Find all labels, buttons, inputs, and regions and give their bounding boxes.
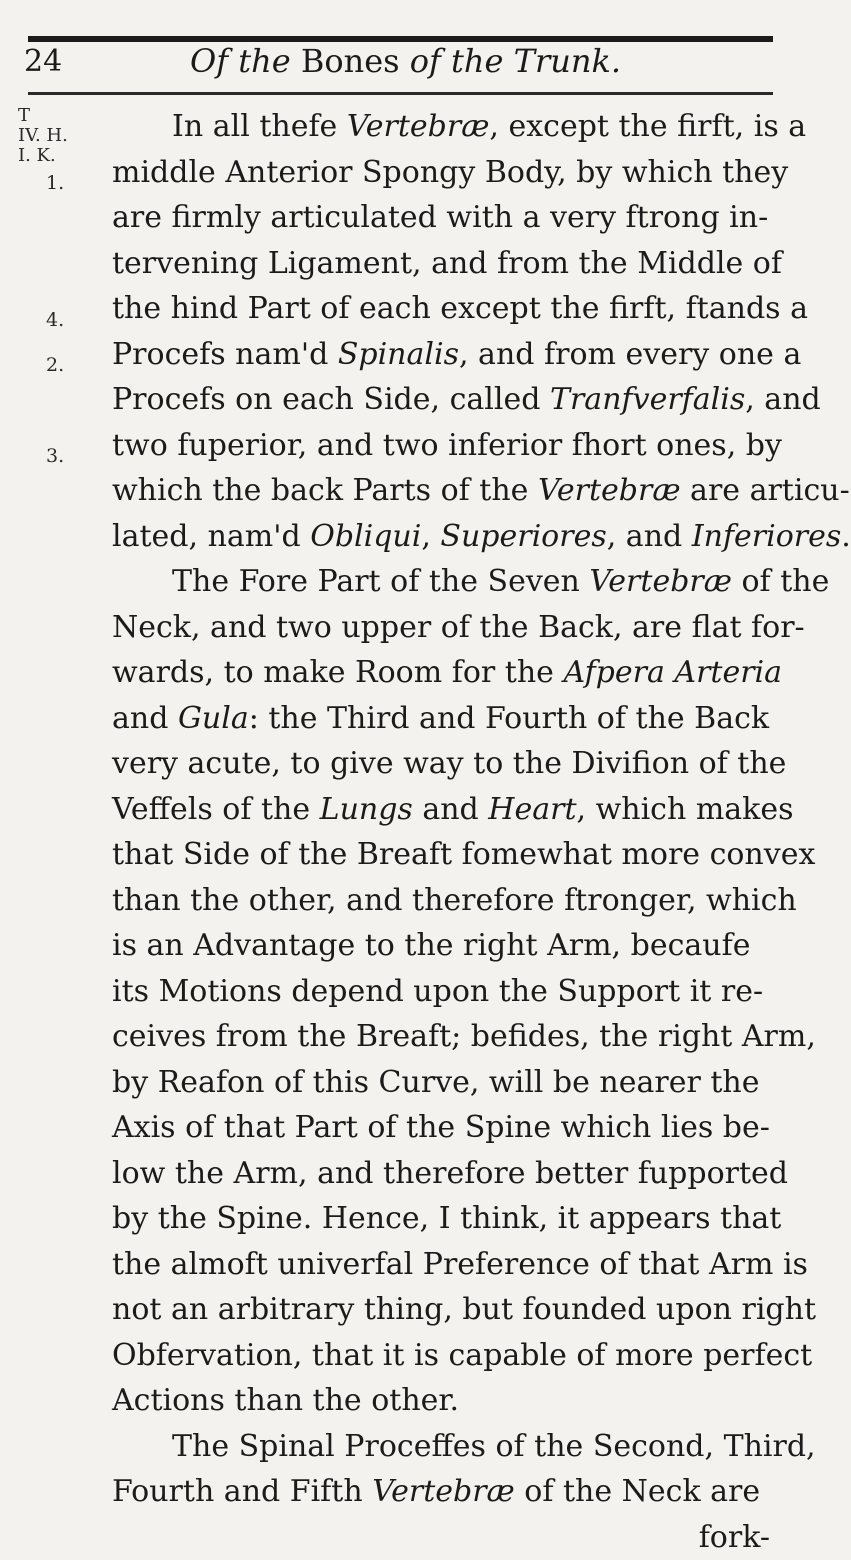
text-line: middle Anterior Spongy Body, by which they (112, 150, 784, 196)
text-line: Fourth and Fifth Vertebræ of the Neck are (112, 1469, 784, 1515)
margin-reference (18, 106, 68, 165)
text-line: than the other, and therefore ftronger, which (112, 878, 784, 924)
text-line: and Gula: the Third and Fourth of the Back (112, 696, 784, 742)
text-line: two fuperior, and two inferior fhort ones, by (112, 423, 784, 469)
margin-number: 3. (46, 445, 64, 467)
text-line: Neck, and two upper of the Back, are flat for- (112, 605, 784, 651)
margin-number: 2. (46, 354, 64, 376)
head-rule (28, 92, 773, 95)
text-line: wards, to make Room for the Afpera Arteria (112, 650, 784, 696)
text-line: by Reafon of this Curve, will be nearer the (112, 1060, 784, 1106)
margin-number: 4. (46, 309, 64, 331)
margin-reference-line: T (18, 106, 68, 126)
text-line: Veffels of the Lungs and Heart, which makes (112, 787, 784, 833)
text-line: which the back Parts of the Vertebræ are articu- (112, 468, 784, 514)
text-line: lated, nam'd Obliqui, Superiores, and Inferiores. (112, 514, 784, 560)
text-line: the almoft univerfal Preference of that Arm is (112, 1242, 784, 1288)
text-line: low the Arm, and therefore better fupported (112, 1151, 784, 1197)
page-number: 24 (24, 44, 62, 79)
running-head-suffix: of the Trunk. (410, 42, 621, 80)
text-line: not an arbitrary thing, but founded upon right (112, 1287, 784, 1333)
margin-reference-line: I. K. (18, 146, 68, 166)
text-line: the hind Part of each except the firft, ftands a (112, 286, 784, 332)
text-line: by the Spine. Hence, I think, it appears that (112, 1196, 784, 1242)
running-head-prefix: Of the (190, 42, 291, 80)
text-line: Procefs on each Side, called Tranfverfalis, and (112, 377, 784, 423)
text-line: In all thefe Vertebræ, except the firft, is a (112, 104, 784, 150)
text-line: ceives from the Breaft; befides, the right Arm, (112, 1014, 784, 1060)
text-line: The Fore Part of the Seven Vertebræ of the (112, 559, 784, 605)
text-line: Procefs nam'd Spinalis, and from every one a (112, 332, 784, 378)
text-line: Axis of that Part of the Spine which lies be- (112, 1105, 784, 1151)
margin-reference-line: IV. H. (18, 126, 68, 146)
running-head (190, 42, 621, 80)
text-line: tervening Ligament, and from the Middle of (112, 241, 784, 287)
text-line: that Side of the Breaft fomewhat more convex (112, 832, 784, 878)
running-head-roman: Bones (301, 42, 400, 80)
text-line: Obfervation, that it is capable of more perfect (112, 1333, 784, 1379)
text-line: Actions than the other. (112, 1378, 784, 1424)
text-line: The Spinal Proceffes of the Second, Third, (112, 1424, 784, 1470)
catchword: fork- (112, 1515, 784, 1560)
text-line: is an Advantage to the right Arm, becaufe (112, 923, 784, 969)
body-text (112, 104, 784, 1560)
text-line: are firmly articulated with a very ftrong in- (112, 195, 784, 241)
text-line: its Motions depend upon the Support it re- (112, 969, 784, 1015)
text-line: very acute, to give way to the Divifion of the (112, 741, 784, 787)
margin-number: 1. (46, 172, 64, 194)
